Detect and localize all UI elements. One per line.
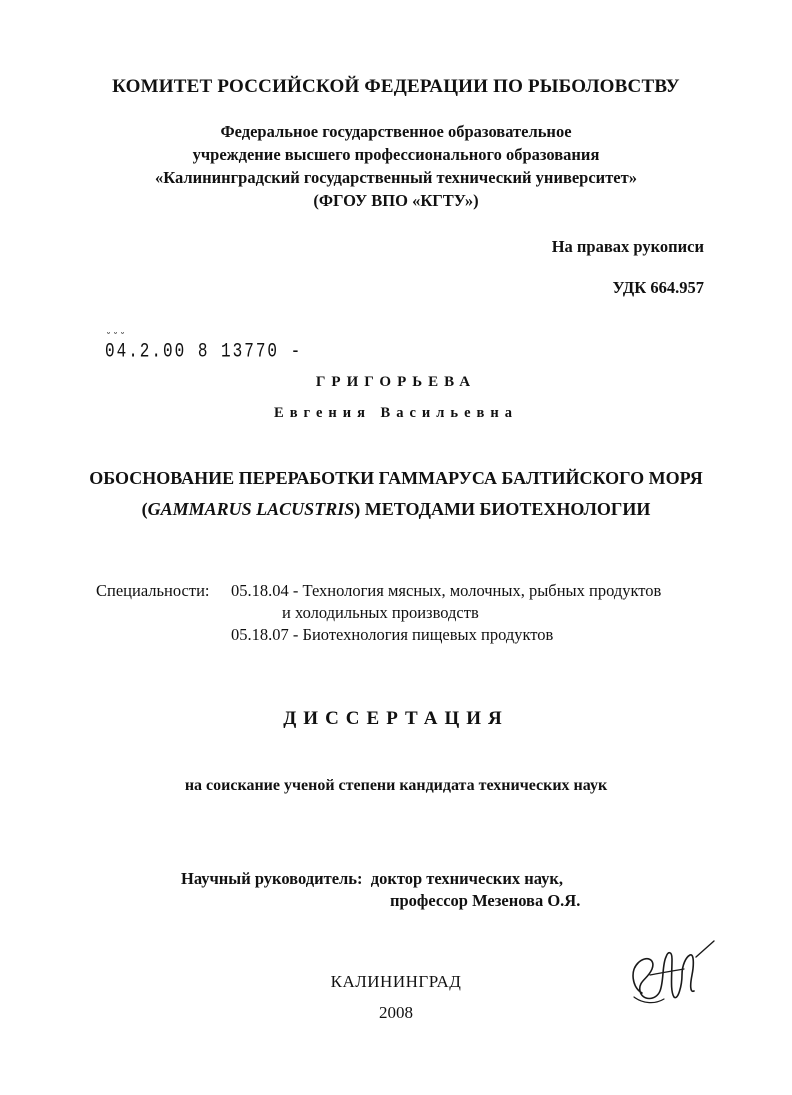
supervisor-name: профессор Мезенова О.Я.: [390, 891, 581, 910]
title-line2-rest: ) МЕТОДАМИ БИОТЕХНОЛОГИИ: [354, 499, 651, 519]
specialty-item: и холодильных производств: [282, 603, 479, 622]
udk-code: УДК 664.957: [612, 278, 704, 297]
degree-statement: на соискание ученой степени кандидата технических наук: [184, 777, 608, 794]
author-surname: ГРИГОРЬЕВА: [315, 374, 477, 390]
document-type: ДИССЕРТАЦИЯ: [283, 708, 509, 729]
supervisor-degree: доктор технических наук,: [370, 869, 563, 888]
author-given-names: Евгения Васильевна: [274, 405, 518, 421]
library-stamp-number: 04.2.00 8 13770 -: [105, 340, 303, 363]
city: КАЛИНИНГРАД: [330, 972, 462, 991]
species-name: GAMMARUS LACUSTRIS: [147, 499, 355, 519]
institution-line: учреждение высшего профессионального образования: [192, 145, 600, 164]
committee-heading: КОМИТЕТ РОССИЙСКОЙ ФЕДЕРАЦИИ ПО РЫБОЛОВСТВУ: [112, 76, 680, 97]
institution-block: [0, 120, 792, 212]
thesis-title-line1: ОБОСНОВАНИЕ ПЕРЕРАБОТКИ ГАММАРУСА БАЛТИЙСКОГО МОРЯ: [89, 468, 703, 488]
supervisor-label: Научный руководитель:: [181, 869, 363, 888]
supervisor-line1: [181, 869, 563, 889]
manuscript-rights: На правах рукописи: [551, 237, 704, 256]
thesis-title-line2: [0, 494, 792, 525]
thesis-title: [0, 463, 792, 525]
specialty-item: 05.18.04 - Технология мясных, молочных, рыбных продуктов: [231, 581, 662, 600]
institution-line: Федеральное государственное образовательное: [220, 122, 572, 141]
specialties-label: Специальности:: [96, 581, 210, 600]
stamp-mark: ˘˘˘: [106, 332, 127, 343]
title-paren-open: (: [141, 499, 148, 519]
specialty-item: 05.18.07 - Биотехнология пищевых продуктов: [231, 625, 554, 644]
institution-line: «Калининградский государственный технический университет»: [155, 168, 637, 187]
institution-line: (ФГОУ ВПО «КГТУ»): [313, 191, 479, 210]
year: 2008: [379, 1003, 413, 1022]
